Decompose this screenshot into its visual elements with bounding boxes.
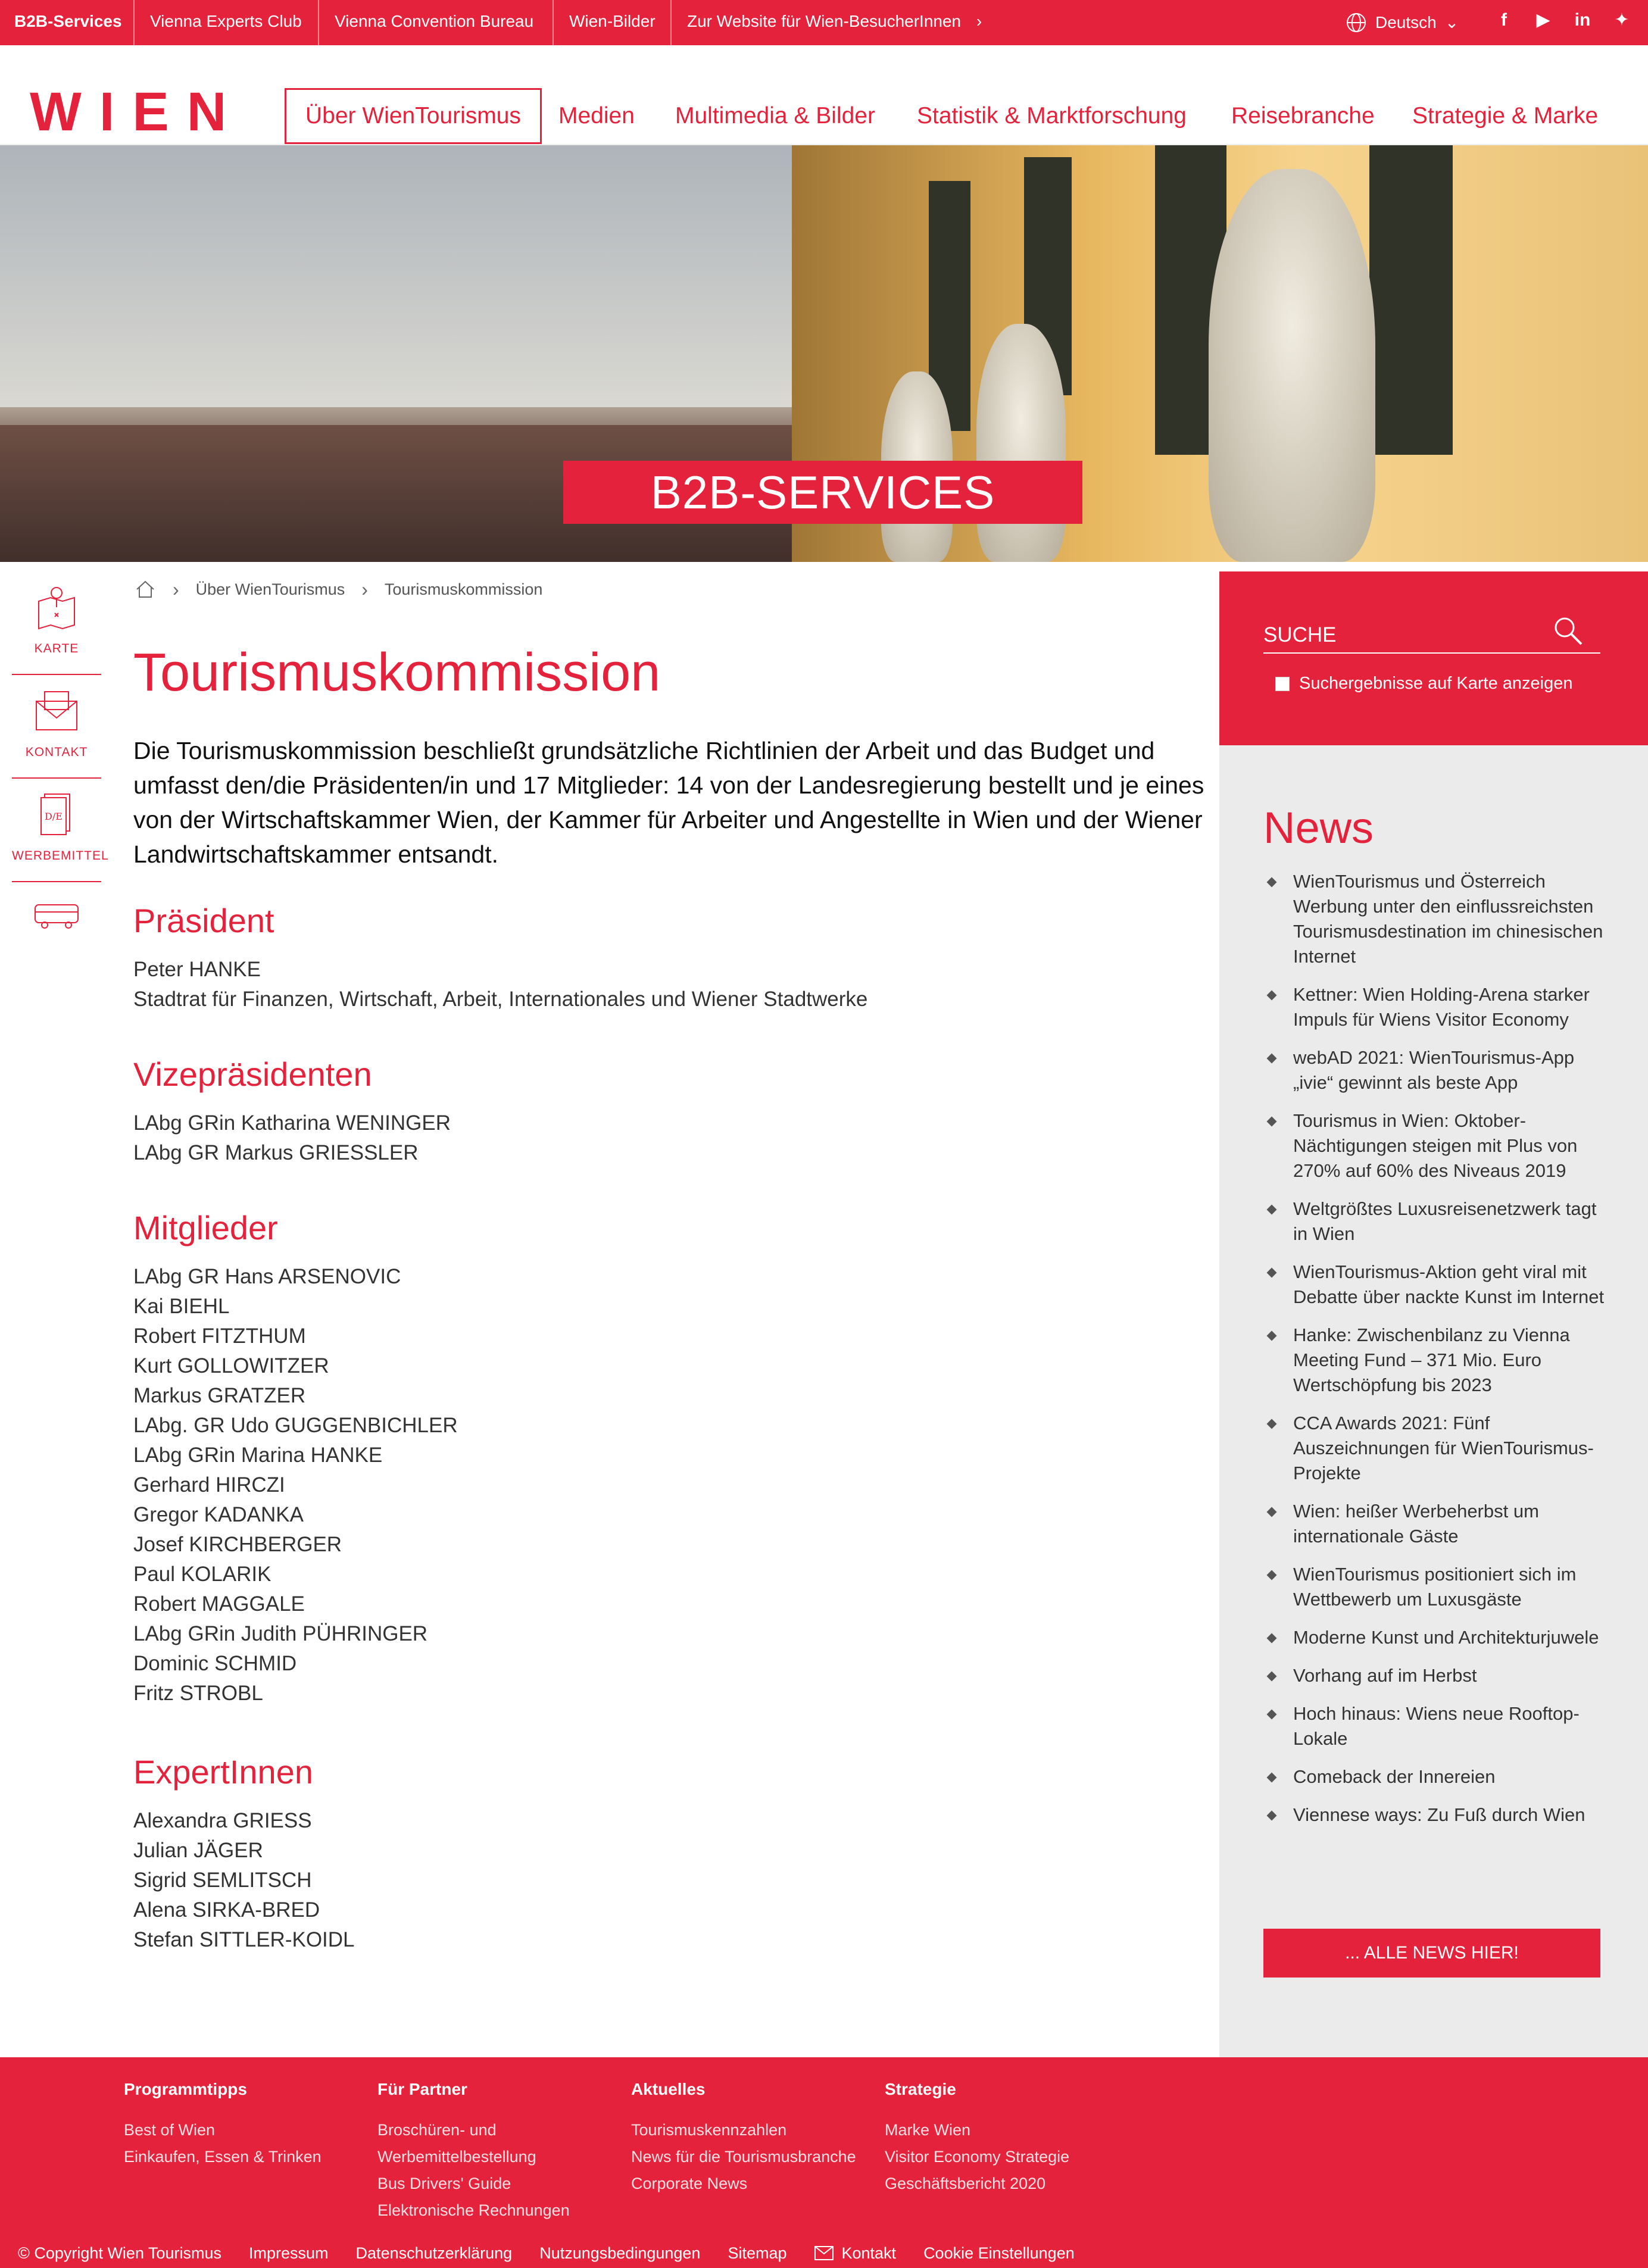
hero-statue	[1209, 169, 1375, 562]
section-heading: Mitglieder	[133, 1209, 278, 1247]
search-panel	[1219, 571, 1648, 745]
chevron-right-icon: ›	[173, 578, 179, 600]
topbar-link-visitor-website[interactable]	[673, 0, 1006, 45]
person-name: Gregor KADANKA	[133, 1503, 304, 1526]
nav-statistik-marktforschung[interactable]: Statistik & Marktforschung	[917, 103, 1187, 129]
footer-heading: Für Partner	[377, 2080, 467, 2098]
person-name: Kai BIEHL	[133, 1295, 230, 1318]
map-results-option	[1275, 674, 1572, 693]
section-heading: Vizepräsidenten	[133, 1055, 372, 1093]
person-name: Markus GRATZER	[133, 1384, 306, 1407]
footer-link[interactable]: Marke Wien	[885, 2121, 971, 2139]
footer-heading: Programmtipps	[124, 2080, 247, 2098]
footer-col-fuer-partner	[377, 2076, 570, 2224]
hero-badge: B2B-SERVICES	[563, 461, 1082, 524]
nav-multimedia-bilder[interactable]: Multimedia & Bilder	[675, 103, 875, 129]
footer-link[interactable]: Werbemittelbestellung	[377, 2148, 536, 2166]
news-item[interactable]: WienTourismus positioniert sich im Wettbewerb um Luxusgäste	[1263, 1562, 1609, 1612]
news-item[interactable]: Comeback der Innereien	[1263, 1764, 1609, 1789]
envelope-icon	[814, 2246, 834, 2260]
person-name: Josef KIRCHBERGER	[133, 1533, 342, 1556]
footer-link[interactable]: News für die Tourismusbranche	[631, 2148, 856, 2166]
linkedin-icon[interactable]: in	[1574, 10, 1591, 30]
nav-strategie-marke[interactable]: Strategie & Marke	[1412, 103, 1599, 129]
hero-banner	[0, 145, 1648, 562]
news-item[interactable]: Viennese ways: Zu Fuß durch Wien	[1263, 1802, 1609, 1827]
section-praesident	[133, 900, 867, 1014]
section-vizepraesidenten	[133, 1054, 451, 1168]
map-pin-icon	[33, 583, 80, 631]
rail-item-kontakt[interactable]	[12, 675, 101, 779]
envelope-icon	[33, 687, 80, 735]
news-item[interactable]: Tourismus in Wien: Oktober-Nächtigungen steigen mit Plus von 270% auf 60% des Niveaus 2019	[1263, 1108, 1609, 1183]
language-label: Deutsch	[1375, 13, 1437, 32]
news-item[interactable]: Weltgrößtes Luxusreisenetzwerk tagt in Wien	[1263, 1197, 1609, 1247]
person-name: Robert MAGGALE	[133, 1592, 305, 1616]
news-item[interactable]: Moderne Kunst und Architekturjuwele	[1263, 1625, 1609, 1650]
person-name: Dominic SCHMID	[133, 1652, 297, 1675]
rail-label-kontakt: KONTAKT	[25, 745, 88, 759]
hero-sky	[0, 145, 893, 407]
brochure-icon	[33, 791, 80, 838]
footer-link[interactable]: Visitor Economy Strategie	[885, 2148, 1070, 2166]
footer-heading: Aktuelles	[631, 2080, 706, 2098]
wien-logo[interactable]: WIEN	[30, 82, 245, 142]
social-links	[1493, 10, 1633, 31]
topbar-link-convention-bureau[interactable]: Vienna Convention Bureau	[320, 0, 554, 45]
footer-sitemap-link[interactable]: Sitemap	[728, 2244, 787, 2262]
news-item[interactable]: Hanke: Zwischenbilanz zu Vienna Meeting Fund – 371 Mio. Euro Wertschöpfung bis 2023	[1263, 1323, 1609, 1398]
globe-icon	[1346, 12, 1367, 33]
topbar-link-wien-bilder[interactable]: Wien-Bilder	[555, 0, 672, 45]
rail-item-karte[interactable]	[12, 571, 101, 675]
home-icon[interactable]	[135, 579, 156, 600]
footer-kontakt-link[interactable]	[814, 2244, 897, 2263]
nav-ueber-wientourismus[interactable]: Über WienTourismus	[285, 88, 542, 144]
footer-link[interactable]: Tourismuskennzahlen	[631, 2121, 787, 2139]
nav-reisebranche[interactable]: Reisebranche	[1231, 103, 1375, 129]
person-role: Stadtrat für Finanzen, Wirtschaft, Arbeit, Internationales und Wiener Stadtwerke	[133, 988, 868, 1011]
person-name: LAbg. GR Udo GUGGENBICHLER	[133, 1414, 458, 1437]
footer-bottom-bar	[0, 2238, 1648, 2268]
person-name: Kurt GOLLOWITZER	[133, 1354, 329, 1377]
breadcrumb-ueber-wientourismus[interactable]: Über WienTourismus	[195, 580, 345, 598]
person-name: Robert FITZTHUM	[133, 1324, 306, 1348]
bus-icon	[33, 891, 80, 938]
copyright: © Copyright Wien Tourismus	[18, 2244, 222, 2262]
news-item[interactable]: WienTourismus-Aktion geht viral mit Debatte über nackte Kunst im Internet	[1263, 1260, 1609, 1310]
breadcrumb	[135, 576, 542, 602]
section-heading: Präsident	[133, 902, 274, 939]
news-item[interactable]: webAD 2021: WienTourismus-App „ivie“ gewinnt als beste App	[1263, 1045, 1609, 1095]
footer-link[interactable]: Corporate News	[631, 2175, 748, 2192]
lead-paragraph: Die Tourismuskommission beschließt grundsätzliche Richtlinien der Arbeit und das Budget und umfasst den/die Präsidenten/in und 17 Mitglieder: 14 von der Landesregierung bestellt und je eines von der Wirtschaftskammer Wien, der Kammer für Arbeiter und Angestellte in Wien und der Wiener Landwirtschaftskammer entsandt.	[133, 737, 1204, 868]
language-selector[interactable]	[1346, 0, 1459, 45]
footer-col-strategie	[885, 2076, 1069, 2197]
twitter-icon[interactable]: ✦	[1614, 10, 1630, 30]
nav-medien[interactable]: Medien	[558, 103, 635, 129]
section-mitglieder	[133, 1207, 458, 1708]
news-item[interactable]: Hoch hinaus: Wiens neue Rooftop-Lokale	[1263, 1701, 1609, 1751]
rail-item-bus[interactable]	[12, 882, 101, 954]
topbar-link-b2b[interactable]: B2B-Services	[0, 0, 135, 45]
site-footer	[0, 2057, 1648, 2268]
person-name: LAbg GR Markus GRIESSLER	[133, 1141, 419, 1164]
map-results-label: Suchergebnisse auf Karte anzeigen	[1299, 674, 1573, 693]
page-title: Tourismuskommission	[133, 643, 661, 702]
all-news-button[interactable]: ... ALLE NEWS HIER!	[1263, 1929, 1600, 1978]
footer-link[interactable]: Einkaufen, Essen & Trinken	[124, 2148, 322, 2166]
person-name: Peter HANKE	[133, 958, 261, 981]
news-item[interactable]: Vorhang auf im Herbst	[1263, 1663, 1609, 1688]
breadcrumb-current: Tourismuskommission	[384, 580, 543, 598]
person-name: LAbg GR Hans ARSENOVIC	[133, 1265, 401, 1288]
news-list	[1263, 869, 1609, 1841]
footer-heading: Strategie	[885, 2080, 956, 2098]
facebook-icon[interactable]: f	[1501, 10, 1507, 30]
footer-link[interactable]: Bus Drivers' Guide	[377, 2175, 511, 2192]
footer-link[interactable]: Best of Wien	[124, 2121, 216, 2139]
map-results-checkbox[interactable]	[1275, 677, 1290, 691]
footer-impressum-link[interactable]: Impressum	[249, 2244, 329, 2262]
footer-link[interactable]: Geschäftsbericht 2020	[885, 2175, 1046, 2192]
footer-cookie-settings-link[interactable]: Cookie Einstellungen	[923, 2244, 1075, 2262]
top-bar	[0, 0, 1648, 45]
news-item[interactable]: Kettner: Wien Holding-Arena starker Impuls für Wiens Visitor Economy	[1263, 982, 1609, 1032]
footer-kontakt-label: Kontakt	[841, 2244, 897, 2262]
person-name: Sigrid SEMLITSCH	[133, 1869, 312, 1892]
person-name: Gerhard HIRCZI	[133, 1473, 285, 1497]
section-heading: ExpertInnen	[133, 1753, 313, 1791]
footer-nutzungsbedingungen-link[interactable]: Nutzungsbedingungen	[539, 2244, 701, 2262]
person-name: LAbg GRin Katharina WENINGER	[133, 1111, 451, 1135]
site-header	[0, 45, 1648, 145]
person-name: Julian JÄGER	[133, 1839, 263, 1862]
news-heading: News	[1263, 803, 1374, 852]
topbar-link-experts-club[interactable]: Vienna Experts Club	[136, 0, 319, 45]
hero-statue	[976, 324, 1066, 562]
person-name: Alexandra GRIESS	[133, 1809, 312, 1832]
chevron-right-icon: ›	[976, 12, 982, 30]
footer-link[interactable]: Broschüren- und	[377, 2121, 497, 2139]
rail-label-karte: KARTE	[34, 642, 79, 655]
main-content	[133, 637, 1205, 871]
youtube-icon[interactable]: ▶	[1536, 10, 1550, 30]
section-expertinnen	[133, 1751, 355, 1955]
person-name: Alena SIRKA-BRED	[133, 1898, 320, 1922]
footer-col-aktuelles	[631, 2076, 856, 2197]
rail-label-werbemittel: WERBEMITTEL	[12, 849, 109, 863]
footer-col-programmtipps	[124, 2076, 322, 2170]
chevron-down-icon: ⌄	[1444, 13, 1459, 32]
news-item[interactable]: Wien: heißer Werbeherbst um internationale Gäste	[1263, 1499, 1609, 1549]
footer-link[interactable]: Elektronische Rechnungen	[377, 2201, 570, 2219]
footer-datenschutz-link[interactable]: Datenschutzerklärung	[355, 2244, 513, 2262]
person-name: Paul KOLARIK	[133, 1563, 271, 1586]
person-name: Stefan SITTLER-KOIDL	[133, 1928, 355, 1951]
hero-window	[1369, 145, 1453, 455]
svg-text:D/E: D/E	[45, 811, 63, 822]
chevron-right-icon: ›	[361, 578, 368, 600]
visitor-website-label: Zur Website für Wien-BesucherInnen	[687, 12, 962, 30]
rail-item-werbemittel[interactable]	[12, 779, 109, 882]
search-icon[interactable]	[1550, 613, 1586, 649]
person-name: LAbg GRin Judith PÜHRINGER	[133, 1622, 428, 1645]
news-item[interactable]: CCA Awards 2021: Fünf Auszeichnungen für WienTourismus-Projekte	[1263, 1411, 1609, 1486]
person-name: Fritz STROBL	[133, 1682, 263, 1705]
quick-rail	[12, 571, 109, 954]
news-item[interactable]: WienTourismus und Österreich Werbung unter den einflussreichsten Tourismusdestination im chinesischen Internet	[1263, 869, 1609, 969]
person-name: LAbg GRin Marina HANKE	[133, 1444, 383, 1467]
sidebar	[1219, 571, 1648, 2057]
